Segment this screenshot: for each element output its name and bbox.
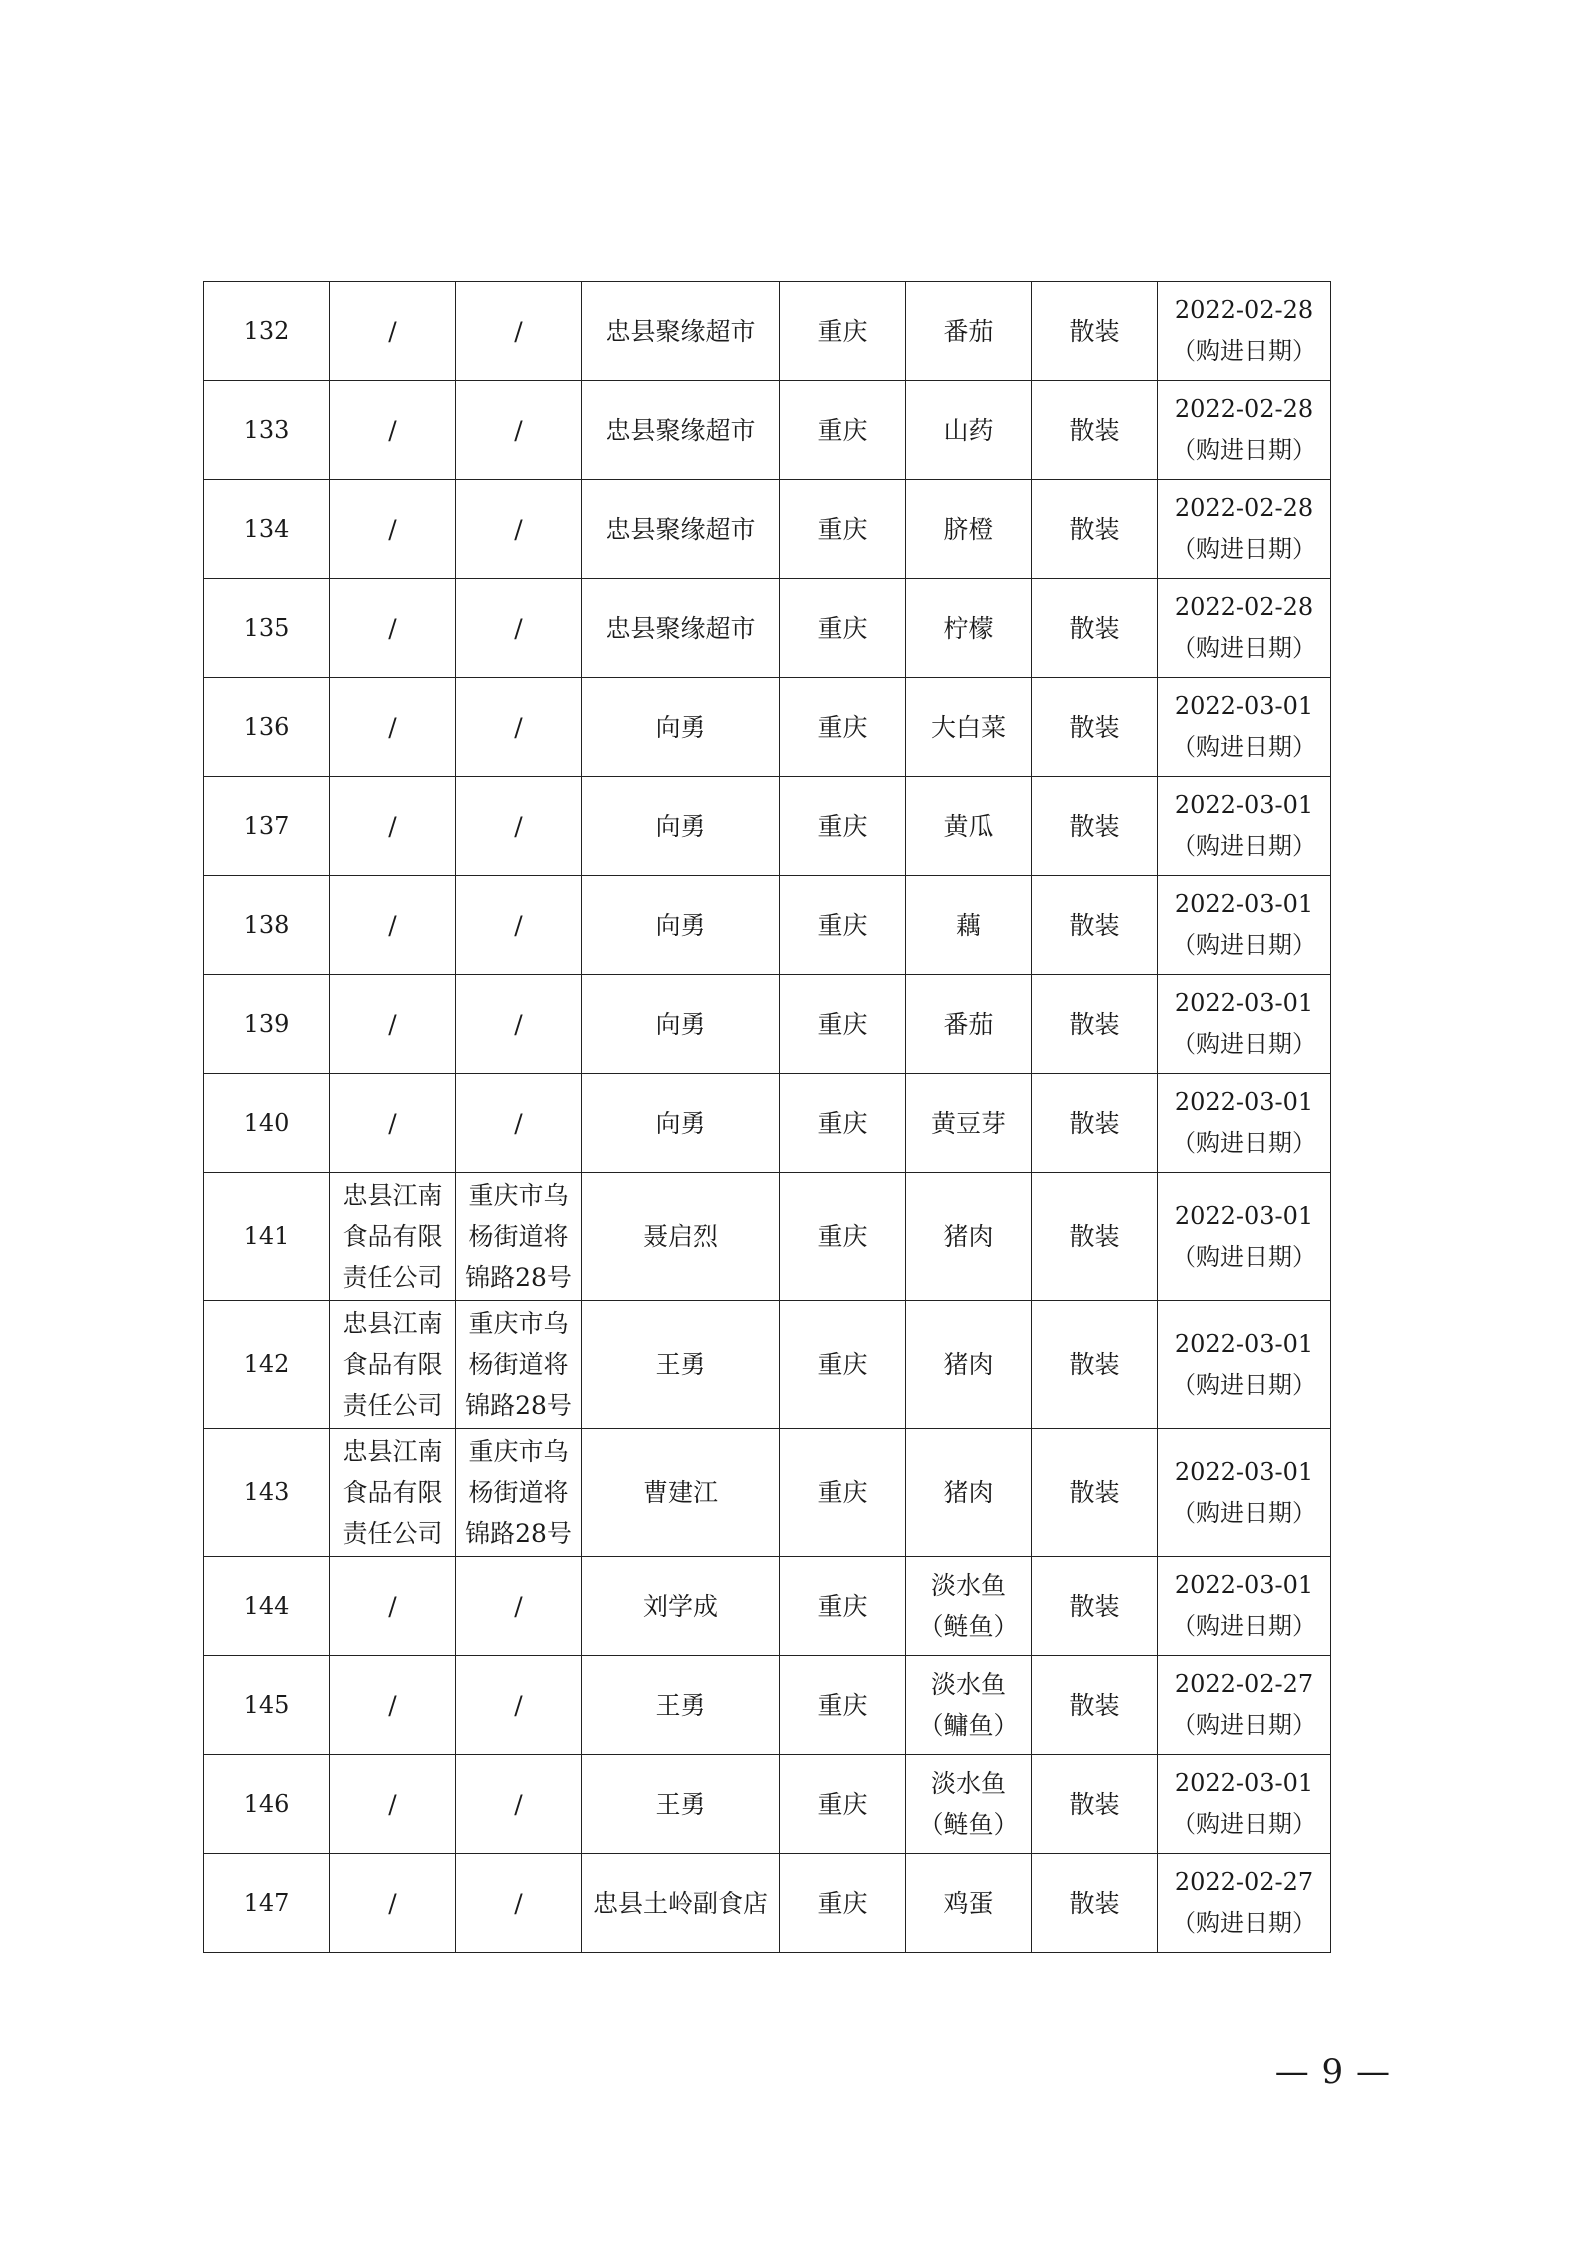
cell-product-name: 猪肉 (906, 1173, 1032, 1301)
cell-sample-number: 132 (204, 282, 330, 381)
cell-producer: 忠县江南食品有限责任公司 (330, 1301, 456, 1429)
cell-producer: 忠县江南食品有限责任公司 (330, 1429, 456, 1557)
cell-origin: 重庆 (780, 1173, 906, 1301)
cell-producer: / (330, 480, 456, 579)
cell-sample-number: 144 (204, 1557, 330, 1656)
date-note: （购进日期） (1172, 1909, 1316, 1937)
cell-product-name: 猪肉 (906, 1301, 1032, 1429)
date-value: 2022-03-01 (1174, 1571, 1314, 1599)
cell-specification: 散装 (1032, 1656, 1158, 1755)
cell-date (1158, 1173, 1331, 1301)
cell-sample-number: 142 (204, 1301, 330, 1429)
cell-specification: 散装 (1032, 381, 1158, 480)
cell-date (1158, 1301, 1331, 1429)
cell-origin: 重庆 (780, 381, 906, 480)
cell-specification: 散装 (1032, 975, 1158, 1074)
cell-producer: / (330, 1557, 456, 1656)
cell-producer-address: 重庆市乌杨街道将锦路28号 (456, 1429, 582, 1557)
date-value: 2022-03-01 (1174, 1329, 1314, 1358)
cell-producer: / (330, 1755, 456, 1854)
cell-producer: / (330, 975, 456, 1074)
cell-producer-address: / (456, 480, 582, 579)
cell-producer: / (330, 678, 456, 777)
date-note: （购进日期） (1172, 832, 1316, 860)
cell-specification: 散装 (1032, 1557, 1158, 1656)
cell-sample-number: 146 (204, 1755, 330, 1854)
table-row (204, 1074, 1331, 1173)
date-note: （购进日期） (1172, 1129, 1316, 1157)
cell-date (1158, 282, 1331, 381)
table-row (204, 480, 1331, 579)
cell-sample-number: 139 (204, 975, 330, 1074)
cell-product-name: 番茄 (906, 282, 1032, 381)
cell-product-name: 淡水鱼（鲢鱼） (906, 1755, 1032, 1854)
cell-sample-number: 147 (204, 1854, 330, 1953)
cell-seller: 忠县聚缘超市 (582, 282, 780, 381)
date-value: 2022-02-28 (1174, 296, 1314, 324)
cell-producer-address: / (456, 1656, 582, 1755)
cell-sample-number: 143 (204, 1429, 330, 1557)
table-row (204, 678, 1331, 777)
date-value: 2022-02-28 (1174, 494, 1314, 522)
cell-producer-address: / (456, 975, 582, 1074)
cell-origin: 重庆 (780, 1854, 906, 1953)
cell-producer-address: 重庆市乌杨街道将锦路28号 (456, 1173, 582, 1301)
cell-seller: 忠县聚缘超市 (582, 381, 780, 480)
cell-producer-address: / (456, 381, 582, 480)
cell-product-name: 藕 (906, 876, 1032, 975)
cell-origin: 重庆 (780, 480, 906, 579)
cell-producer: / (330, 876, 456, 975)
cell-product-name: 鸡蛋 (906, 1854, 1032, 1953)
date-note: （购进日期） (1172, 1612, 1316, 1640)
date-value: 2022-03-01 (1174, 1457, 1314, 1486)
date-note: （购进日期） (1172, 1370, 1316, 1399)
cell-seller: 王勇 (582, 1755, 780, 1854)
cell-specification: 散装 (1032, 1074, 1158, 1173)
table-row (204, 579, 1331, 678)
cell-seller: 刘学成 (582, 1557, 780, 1656)
table-row (204, 1429, 1331, 1557)
cell-date (1158, 579, 1331, 678)
cell-origin: 重庆 (780, 975, 906, 1074)
cell-sample-number: 138 (204, 876, 330, 975)
cell-specification: 散装 (1032, 678, 1158, 777)
date-note: （购进日期） (1172, 1810, 1316, 1838)
table-row (204, 1301, 1331, 1429)
date-value: 2022-02-28 (1174, 395, 1314, 423)
cell-origin: 重庆 (780, 1074, 906, 1173)
cell-seller: 向勇 (582, 678, 780, 777)
cell-product-name: 淡水鱼（鳙鱼） (906, 1656, 1032, 1755)
date-value: 2022-03-01 (1174, 1201, 1314, 1230)
table-row (204, 975, 1331, 1074)
cell-sample-number: 137 (204, 777, 330, 876)
date-value: 2022-03-01 (1174, 989, 1314, 1017)
cell-product-name: 猪肉 (906, 1429, 1032, 1557)
cell-sample-number: 140 (204, 1074, 330, 1173)
date-value: 2022-02-27 (1174, 1670, 1314, 1698)
date-value: 2022-03-01 (1174, 1769, 1314, 1797)
table-row (204, 381, 1331, 480)
cell-product-name: 黄瓜 (906, 777, 1032, 876)
table-row (204, 1557, 1331, 1656)
cell-producer: / (330, 1854, 456, 1953)
cell-date (1158, 1557, 1331, 1656)
cell-seller: 忠县土岭副食店 (582, 1854, 780, 1953)
date-value: 2022-03-01 (1174, 692, 1314, 720)
cell-date (1158, 1429, 1331, 1557)
cell-producer-address: / (456, 1557, 582, 1656)
cell-sample-number: 135 (204, 579, 330, 678)
date-note: （购进日期） (1172, 1242, 1316, 1271)
date-note: （购进日期） (1172, 1030, 1316, 1058)
cell-product-name: 黄豆芽 (906, 1074, 1032, 1173)
cell-sample-number: 145 (204, 1656, 330, 1755)
cell-date (1158, 1656, 1331, 1755)
cell-producer-address: / (456, 579, 582, 678)
cell-date (1158, 480, 1331, 579)
cell-date (1158, 1074, 1331, 1173)
date-note: （购进日期） (1172, 634, 1316, 662)
cell-date (1158, 876, 1331, 975)
date-note: （购进日期） (1172, 535, 1316, 563)
cell-producer-address: / (456, 282, 582, 381)
cell-producer: / (330, 1074, 456, 1173)
cell-seller: 聂启烈 (582, 1173, 780, 1301)
cell-producer: / (330, 777, 456, 876)
cell-specification: 散装 (1032, 282, 1158, 381)
cell-date (1158, 1854, 1331, 1953)
cell-product-name: 番茄 (906, 975, 1032, 1074)
inspection-table (203, 281, 1331, 1953)
cell-origin: 重庆 (780, 678, 906, 777)
date-value: 2022-02-27 (1174, 1868, 1314, 1896)
cell-producer: / (330, 282, 456, 381)
cell-specification: 散装 (1032, 480, 1158, 579)
cell-specification: 散装 (1032, 1173, 1158, 1301)
cell-producer-address: / (456, 1854, 582, 1953)
date-note: （购进日期） (1172, 931, 1316, 959)
cell-seller: 王勇 (582, 1301, 780, 1429)
cell-sample-number: 133 (204, 381, 330, 480)
cell-producer-address: / (456, 678, 582, 777)
cell-date (1158, 381, 1331, 480)
cell-producer-address: / (456, 876, 582, 975)
cell-origin: 重庆 (780, 579, 906, 678)
cell-sample-number: 134 (204, 480, 330, 579)
cell-specification: 散装 (1032, 1755, 1158, 1854)
cell-product-name: 柠檬 (906, 579, 1032, 678)
cell-specification: 散装 (1032, 1429, 1158, 1557)
table-row (204, 1656, 1331, 1755)
cell-seller: 王勇 (582, 1656, 780, 1755)
date-value: 2022-02-28 (1174, 593, 1314, 621)
cell-producer-address: / (456, 1074, 582, 1173)
cell-sample-number: 141 (204, 1173, 330, 1301)
cell-specification: 散装 (1032, 1301, 1158, 1429)
date-value: 2022-03-01 (1174, 890, 1314, 918)
cell-producer: 忠县江南食品有限责任公司 (330, 1173, 456, 1301)
table-row (204, 1173, 1331, 1301)
cell-seller: 向勇 (582, 876, 780, 975)
cell-product-name: 淡水鱼（鲢鱼） (906, 1557, 1032, 1656)
cell-specification: 散装 (1032, 579, 1158, 678)
cell-product-name: 山药 (906, 381, 1032, 480)
cell-seller: 向勇 (582, 975, 780, 1074)
cell-seller: 曹建江 (582, 1429, 780, 1557)
cell-origin: 重庆 (780, 1656, 906, 1755)
cell-origin: 重庆 (780, 876, 906, 975)
cell-specification: 散装 (1032, 876, 1158, 975)
cell-seller: 忠县聚缘超市 (582, 579, 780, 678)
date-note: （购进日期） (1172, 1498, 1316, 1527)
cell-specification: 散装 (1032, 1854, 1158, 1953)
cell-date (1158, 777, 1331, 876)
cell-producer-address: 重庆市乌杨街道将锦路28号 (456, 1301, 582, 1429)
cell-sample-number: 136 (204, 678, 330, 777)
cell-product-name: 大白菜 (906, 678, 1032, 777)
cell-producer: / (330, 381, 456, 480)
cell-origin: 重庆 (780, 1301, 906, 1429)
cell-seller: 忠县聚缘超市 (582, 480, 780, 579)
cell-producer: / (330, 1656, 456, 1755)
date-note: （购进日期） (1172, 1711, 1316, 1739)
date-value: 2022-03-01 (1174, 1088, 1314, 1116)
cell-producer-address: / (456, 777, 582, 876)
cell-product-name: 脐橙 (906, 480, 1032, 579)
cell-origin: 重庆 (780, 282, 906, 381)
cell-producer: / (330, 579, 456, 678)
cell-specification: 散装 (1032, 777, 1158, 876)
date-value: 2022-03-01 (1174, 791, 1314, 819)
cell-origin: 重庆 (780, 777, 906, 876)
table-row (204, 1755, 1331, 1854)
cell-date (1158, 1755, 1331, 1854)
table-row (204, 876, 1331, 975)
table-row (204, 777, 1331, 876)
date-note: （购进日期） (1172, 733, 1316, 761)
table-body (204, 282, 1331, 1953)
cell-origin: 重庆 (780, 1755, 906, 1854)
page-number: — 9 — (1274, 2052, 1391, 2092)
table-row (204, 282, 1331, 381)
cell-producer-address: / (456, 1755, 582, 1854)
cell-origin: 重庆 (780, 1429, 906, 1557)
cell-seller: 向勇 (582, 777, 780, 876)
date-note: （购进日期） (1172, 337, 1316, 365)
table-row (204, 1854, 1331, 1953)
date-note: （购进日期） (1172, 436, 1316, 464)
cell-seller: 向勇 (582, 1074, 780, 1173)
cell-date (1158, 678, 1331, 777)
cell-date (1158, 975, 1331, 1074)
cell-origin: 重庆 (780, 1557, 906, 1656)
